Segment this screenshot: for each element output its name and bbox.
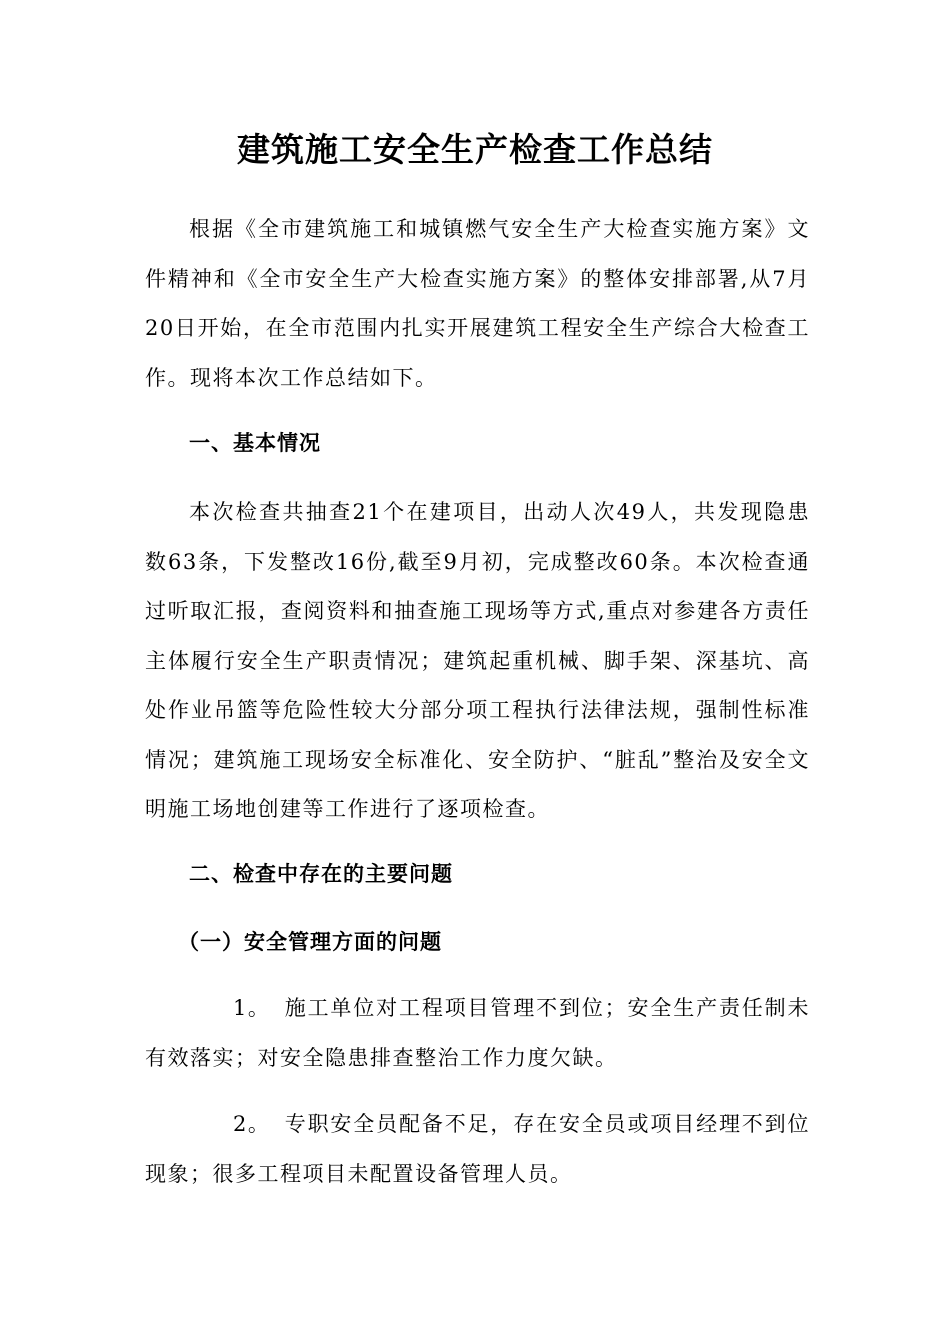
list-item-number: 2。 [233,1112,271,1136]
section-2-subheading: （一）安全管理方面的问题 [178,930,442,954]
section-1-paragraph: 本次检查共抽查21个在建项目，出动人次49人，共发现隐患数63条，下发整改16份,截至9月初，完成整改60条。本次检查通过听取汇报，查阅资料和抽查施工现场等方式,重点对参建各方责任主体履行安全生产职责情况；建筑起重机械、脚手架、深基坑、高处作业吊篮等危险性较大分部分项工程执行法律法规，强制性标准情况；建筑施工现场安全标准化、安全防护、“脏乱”整治及安全文明施工场地创建等工作进行了逐项检查。 [145,500,810,821]
section-1-heading: 一、基本情况 [189,431,321,455]
list-item-text: 专职安全员配备不足，存在安全员或项目经理不到位现象；很多工程项目未配置设备管理人员。 [145,1112,810,1186]
list-item-2 [145,1100,810,1199]
list-item-number: 1。 [233,996,271,1020]
list-item-text: 施工单位对工程项目管理不到位；安全生产责任制未有效落实；对安全隐患排查整治工作力度欠缺。 [145,996,810,1070]
document-title: 建筑施工安全生产检查工作总结 [237,130,713,169]
intro-paragraph: 根据《全市建筑施工和城镇燃气安全生产大检查实施方案》文件精神和《全市安全生产大检查实施方案》的整体安排部署,从7月20日开始，在全市范围内扎实开展建筑工程安全生产综合大检查工作。现将本次工作总结如下。 [145,217,810,390]
list-item-1 [145,984,810,1083]
section-2-heading: 二、检查中存在的主要问题 [189,862,453,886]
